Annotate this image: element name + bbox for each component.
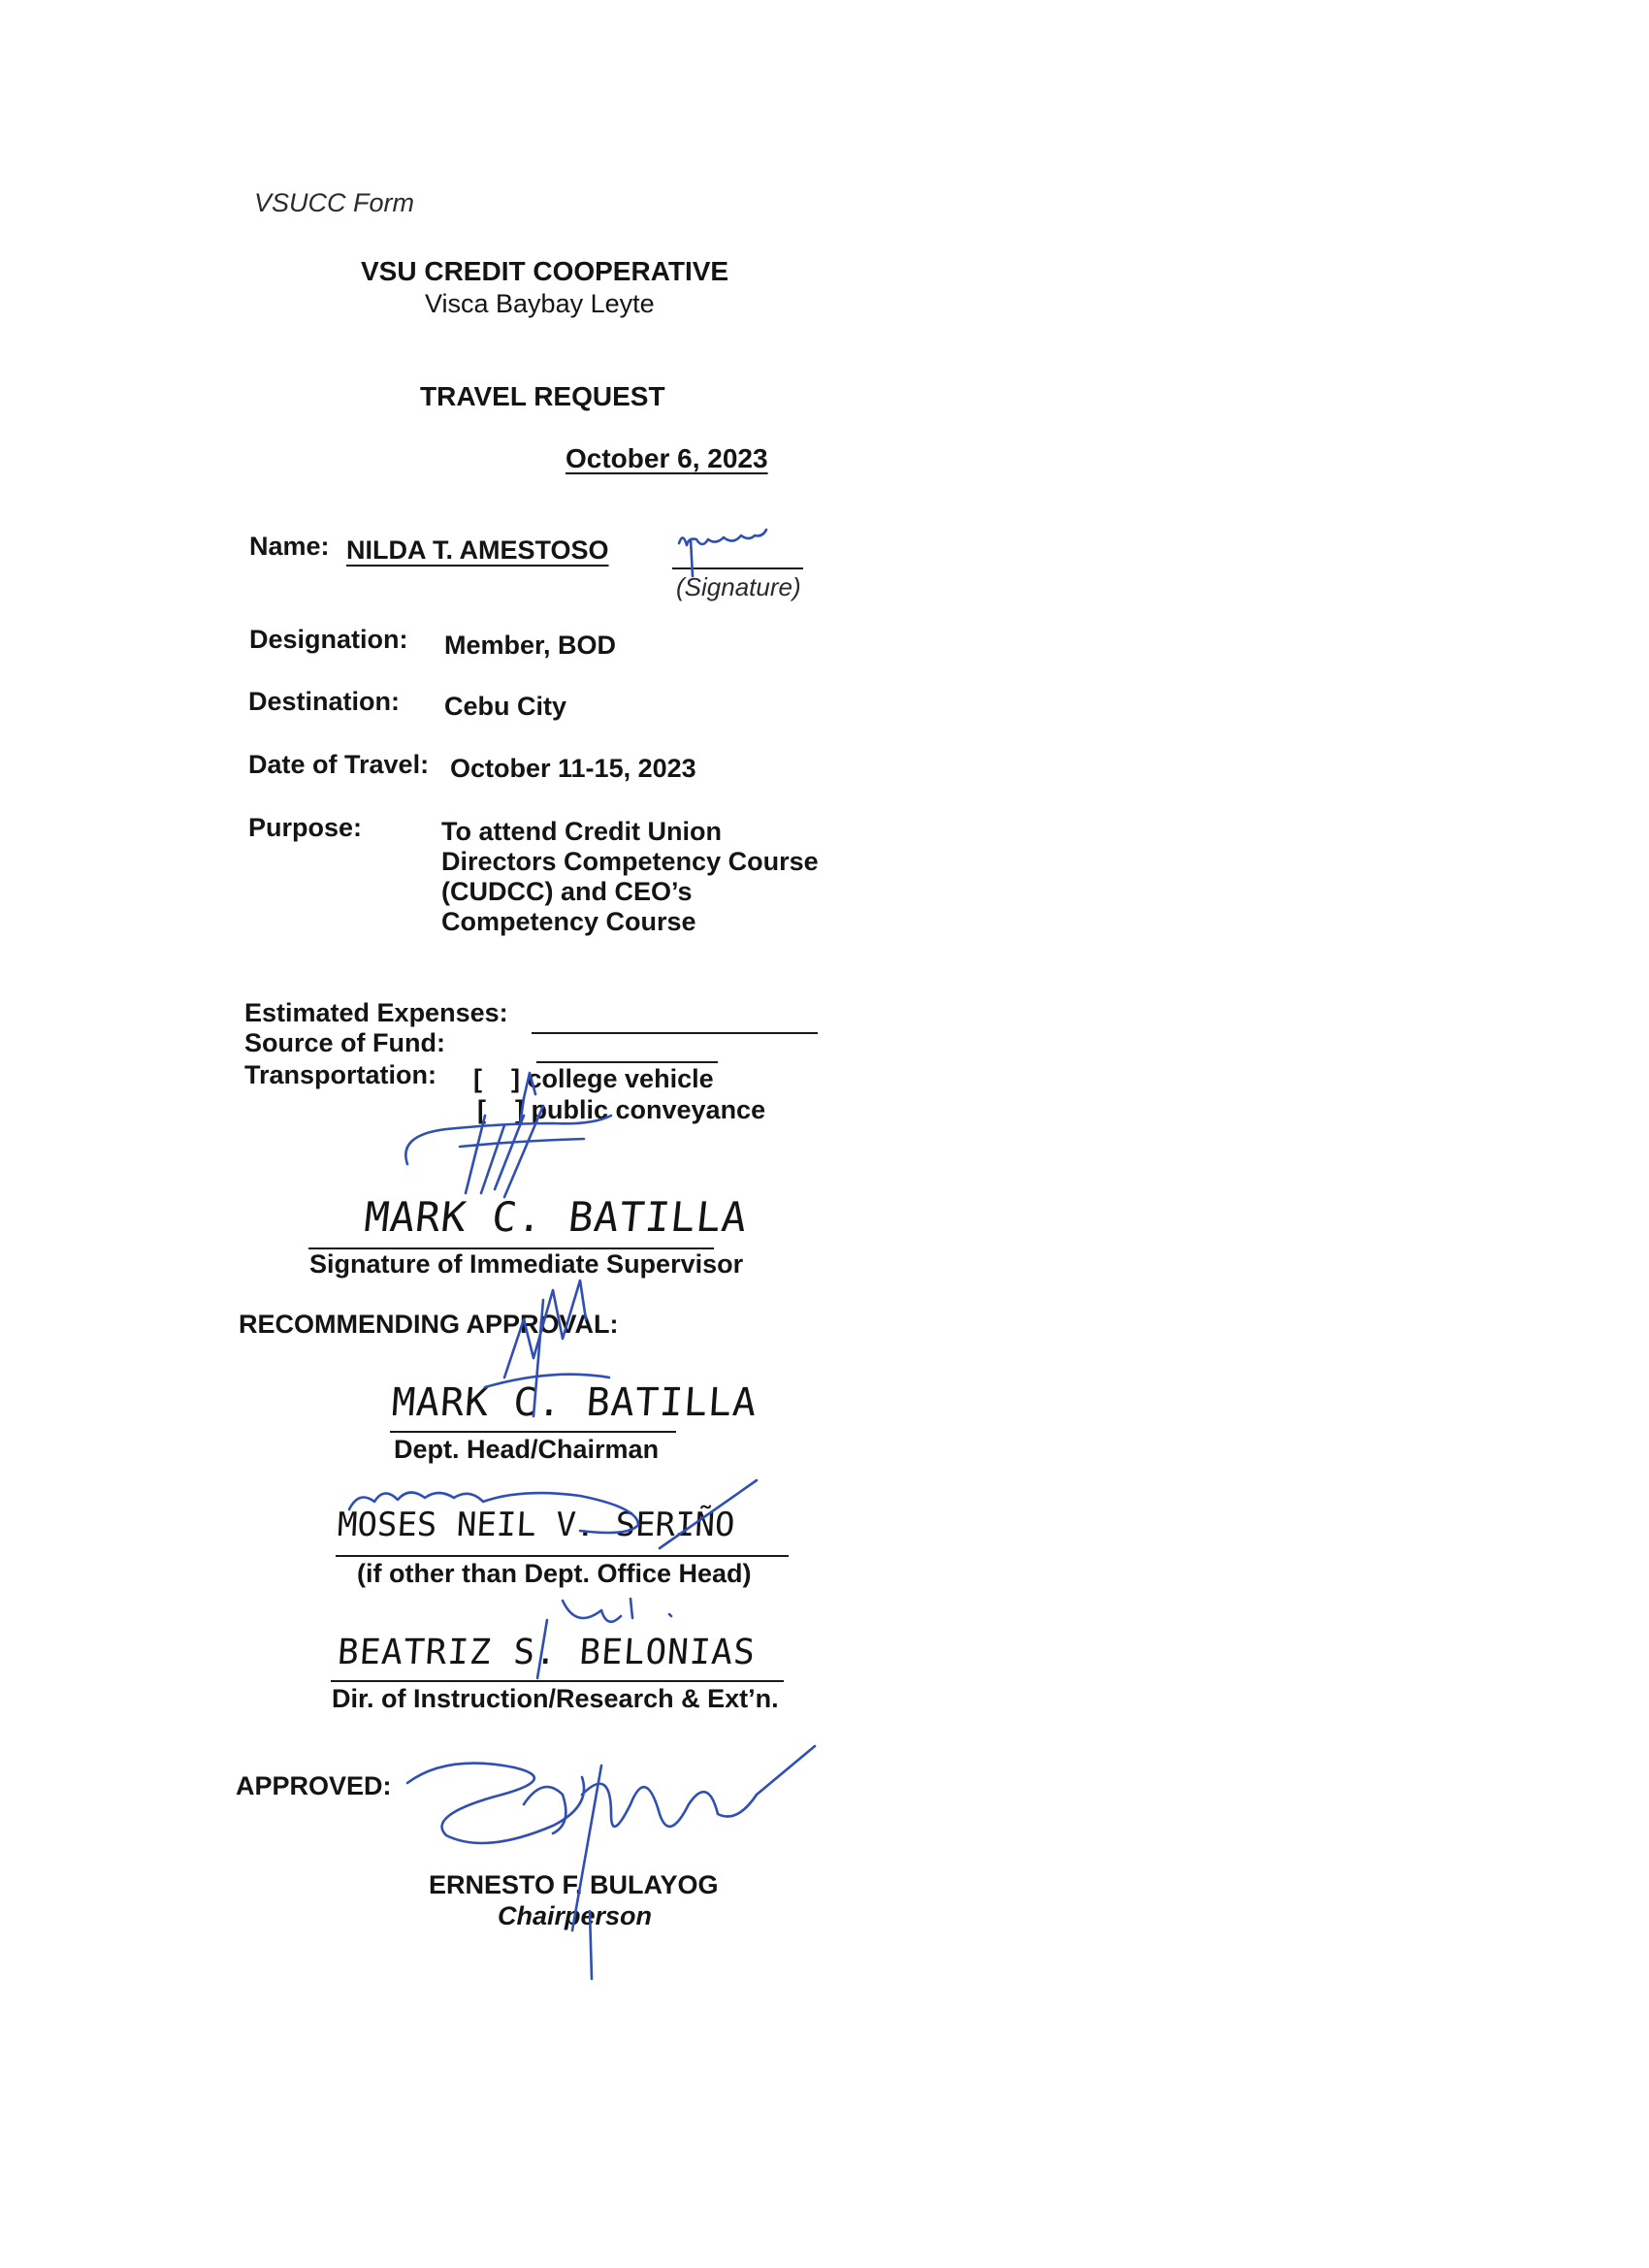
purpose-line: Directors Competency Course xyxy=(441,847,819,876)
date-of-travel-value: October 11-15, 2023 xyxy=(450,754,696,783)
transport-option-label: college vehicle xyxy=(527,1064,714,1093)
transportation-label: Transportation: xyxy=(244,1060,437,1089)
director-caption: Dir. of Instruction/Research & Ext’n. xyxy=(332,1684,779,1713)
source-of-fund-blank[interactable] xyxy=(536,1061,718,1063)
estimated-expenses-blank[interactable] xyxy=(532,1032,818,1034)
office-head-signature-line xyxy=(336,1555,789,1557)
amestoso-signature xyxy=(679,530,766,545)
designation-label: Designation: xyxy=(249,625,408,654)
signature-line xyxy=(672,567,803,569)
form-label: VSUCC Form xyxy=(254,188,415,217)
signature-caption: (Signature) xyxy=(676,572,801,601)
dept-head-handwritten-name: MARK C. BATILLA xyxy=(390,1380,759,1425)
purpose-line: To attend Credit Union xyxy=(441,817,722,846)
name-value: NILDA T. AMESTOSO xyxy=(346,535,609,565)
purpose-line: (CUDCC) and CEO’s xyxy=(441,877,693,906)
director-handwritten-name: BEATRIZ S. BELONIAS xyxy=(336,1633,758,1672)
transport-option-label: public conveyance xyxy=(531,1095,766,1124)
approver-name: ERNESTO F. BULAYOG xyxy=(429,1870,719,1899)
dept-head-caption: Dept. Head/Chairman xyxy=(394,1435,660,1464)
office-head-caption: (if other than Dept. Office Head) xyxy=(357,1559,752,1588)
office-head-handwritten-name: MOSES NEIL V. SERIÑO xyxy=(336,1506,736,1544)
checkbox-brackets[interactable]: [ ] xyxy=(477,1095,532,1124)
approver-title: Chairperson xyxy=(498,1901,653,1930)
checkbox-brackets[interactable]: [ ] xyxy=(473,1064,528,1093)
supervisor-caption: Signature of Immediate Supervisor xyxy=(309,1249,744,1279)
document-title: TRAVEL REQUEST xyxy=(420,381,665,411)
designation-value: Member, BOD xyxy=(444,631,617,660)
organization-name: VSU CREDIT COOPERATIVE xyxy=(361,256,729,286)
date-of-travel-label: Date of Travel: xyxy=(248,750,430,779)
dept-head-signature-line xyxy=(390,1431,676,1433)
transport-option-public[interactable] xyxy=(477,1095,765,1125)
recommending-approval-label: RECOMMENDING APPROVAL: xyxy=(239,1310,619,1339)
name-label: Name: xyxy=(249,532,330,561)
purpose-value xyxy=(441,817,819,937)
destination-value: Cebu City xyxy=(444,692,567,721)
destination-label: Destination: xyxy=(248,687,401,716)
source-of-fund-label: Source of Fund: xyxy=(244,1028,445,1057)
purpose-label: Purpose: xyxy=(248,813,363,842)
transport-option-college[interactable] xyxy=(473,1064,714,1094)
approver-signature xyxy=(407,1746,815,1979)
purpose-line: Competency Course xyxy=(441,907,696,936)
document-date: October 6, 2023 xyxy=(566,443,768,473)
organization-address: Visca Baybay Leyte xyxy=(425,289,655,318)
approved-label: APPROVED: xyxy=(236,1771,392,1800)
director-signature-line xyxy=(331,1680,784,1682)
supervisor-handwritten-name: MARK C. BATILLA xyxy=(362,1193,750,1241)
estimated-expenses-label: Estimated Expenses: xyxy=(244,998,508,1027)
